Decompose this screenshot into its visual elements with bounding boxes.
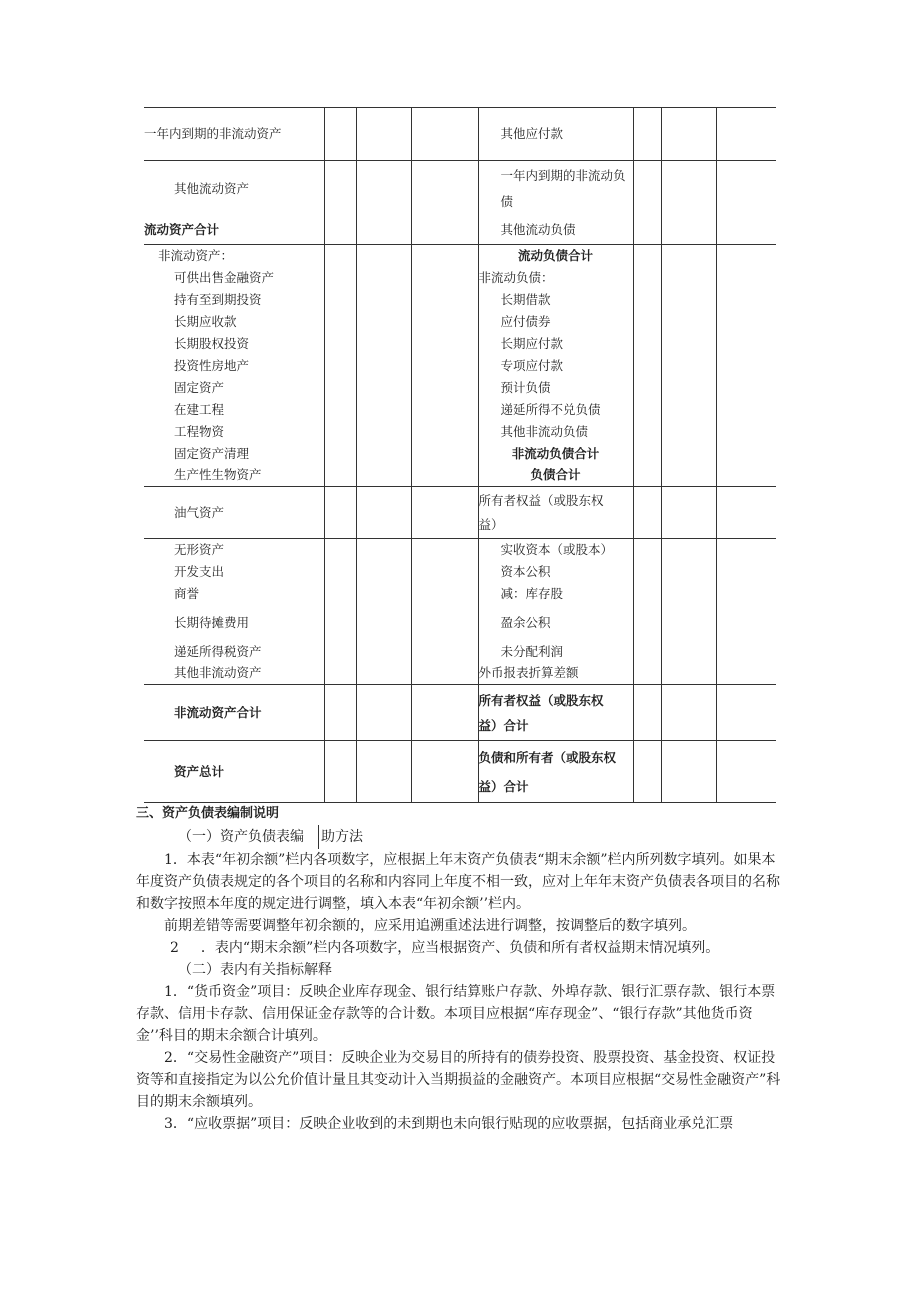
- table-row: [144, 108, 776, 161]
- right-item: 长期应付款: [478, 333, 633, 355]
- left-item: 无形资产: [174, 541, 225, 557]
- table-row: [144, 377, 776, 399]
- right-item: 应付债券: [478, 311, 633, 333]
- left-item: 持有至到期投资: [174, 291, 262, 307]
- right-item: 所有者权益（或股东权益）合计: [478, 685, 633, 741]
- paragraph: 3．“应收票据”项目：反映企业收到的未到期也未向银行贴现的应收票据，包括商业承兑汇票: [164, 1116, 734, 1132]
- table-row: [144, 161, 776, 217]
- subsection-2: （二）表内有关指标解释: [178, 962, 332, 978]
- paragraph: 2．“交易性金融资产”项目：反映企业为交易目的所持有的债券投资、股票投资、基金投资、权证投资等和直接指定为以公允价值计量且其变动计入当期损益的金融资产。本项目应根据“交易性金融资产”科目的期末余额填列。: [136, 1050, 781, 1110]
- table-row: [144, 539, 776, 561]
- left-item: 长期股权投资: [174, 335, 250, 351]
- left-item: 固定资产: [174, 379, 225, 395]
- balance-sheet-table: [144, 107, 776, 803]
- table-row: [144, 741, 776, 803]
- left-item: 一年内到期的非流动资产: [144, 108, 324, 161]
- right-item: 负债和所有者（或股东权益）合计: [478, 741, 633, 803]
- right-item: 其他非流动负债: [478, 421, 633, 443]
- left-item: 递延所得税资产: [174, 643, 262, 659]
- table-row: [144, 685, 776, 741]
- left-item: 长期应收款: [174, 313, 237, 329]
- right-item: 未分配利润: [478, 641, 633, 663]
- table-row: [144, 561, 776, 583]
- subsection-1: （一）资产负债表编 助方法: [136, 825, 786, 849]
- left-item: 可供出售金融资产: [174, 269, 275, 285]
- left-item: 生产性生物资产: [144, 465, 324, 487]
- table-row: [144, 583, 776, 605]
- left-item: 商誉: [174, 585, 200, 601]
- right-item: 专项应付款: [478, 355, 633, 377]
- left-item: 油气资产: [144, 487, 324, 539]
- left-item: 其他非流动资产: [144, 663, 324, 685]
- left-item: 在建工程: [174, 401, 225, 417]
- section-title: 三、资产负债表编制说明: [136, 806, 280, 821]
- left-item: 工程物资: [174, 423, 225, 439]
- right-item: 所有者权益（或股东权益）: [478, 487, 633, 539]
- right-item: 减：库存股: [478, 583, 633, 605]
- right-item: 非流动负债：: [478, 267, 633, 289]
- right-item: 流动负债合计: [478, 245, 633, 267]
- left-item: 开发支出: [174, 563, 225, 579]
- table-border-fragment: [318, 825, 319, 849]
- right-item: 长期借款: [478, 289, 633, 311]
- right-item: 递延所得不兑负债: [478, 399, 633, 421]
- left-item: 非流动资产：: [158, 247, 234, 263]
- table-row: [144, 355, 776, 377]
- paragraph: 2 ．表内“期末余额”栏内各项数字，应当根据资产、负债和所有者权益期末情况填列。: [170, 940, 720, 956]
- table-row: [144, 245, 776, 267]
- table-row: [144, 311, 776, 333]
- left-item: 长期待摊费用: [174, 614, 250, 630]
- table-row: [144, 465, 776, 487]
- right-item: 盈余公积: [478, 605, 633, 641]
- left-item: 其他流动资产: [174, 180, 250, 196]
- right-item: 非流动负债合计: [478, 443, 633, 465]
- table-row: [144, 443, 776, 465]
- table-row: [144, 663, 776, 685]
- paragraph: 前期差错等需要调整年初余额的，应采用追溯重述法进行调整，按调整后的数字填列。: [164, 918, 696, 934]
- right-item: 其他流动负债: [478, 217, 633, 245]
- right-item: 外币报表折算差额: [478, 663, 633, 685]
- right-item: 实收资本（或股本）: [478, 539, 633, 561]
- right-item: 一年内到期的非流动负债: [478, 161, 633, 217]
- table-row: [144, 267, 776, 289]
- right-item: 资本公积: [478, 561, 633, 583]
- right-item: 其他应付款: [478, 108, 633, 161]
- table-row: [144, 217, 776, 245]
- left-item: 非流动资产合计: [144, 685, 324, 741]
- left-item: 资产总计: [144, 741, 324, 803]
- table-row: [144, 605, 776, 641]
- table-row: [144, 289, 776, 311]
- paragraph: 1．“货币资金”项目：反映企业库存现金、银行结算账户存款、外埠存款、银行汇票存款、银行本票存款、信用卡存款、信用保证金存款等的合计数。本项目应根据“库存现金”、“银行存款”其他货币资金’’科目的期末余额合计填列。: [136, 984, 776, 1044]
- left-item: 固定资产清理: [174, 445, 250, 461]
- right-item: 负债合计: [478, 465, 633, 487]
- table-row: [144, 421, 776, 443]
- left-item: 流动资产合计: [144, 217, 324, 245]
- left-item: 投资性房地产: [174, 357, 250, 373]
- table-row: [144, 399, 776, 421]
- table-row: [144, 487, 776, 539]
- right-item: 预计负债: [478, 377, 633, 399]
- paragraph: 1．本表“年初余额”栏内各项数字，应根据上年末资产负债表“期末余额”栏内所列数字填列。如果本年度资产负债表规定的各个项目的名称和内容同上年度不相一致，应对上年年末资产负债表各项目的名称和数字按照本年度的规定进行调整，填入本表“年初余额’’栏内。: [136, 852, 780, 912]
- table-row: [144, 333, 776, 355]
- table-row: [144, 641, 776, 663]
- instructions-section: [136, 803, 786, 1135]
